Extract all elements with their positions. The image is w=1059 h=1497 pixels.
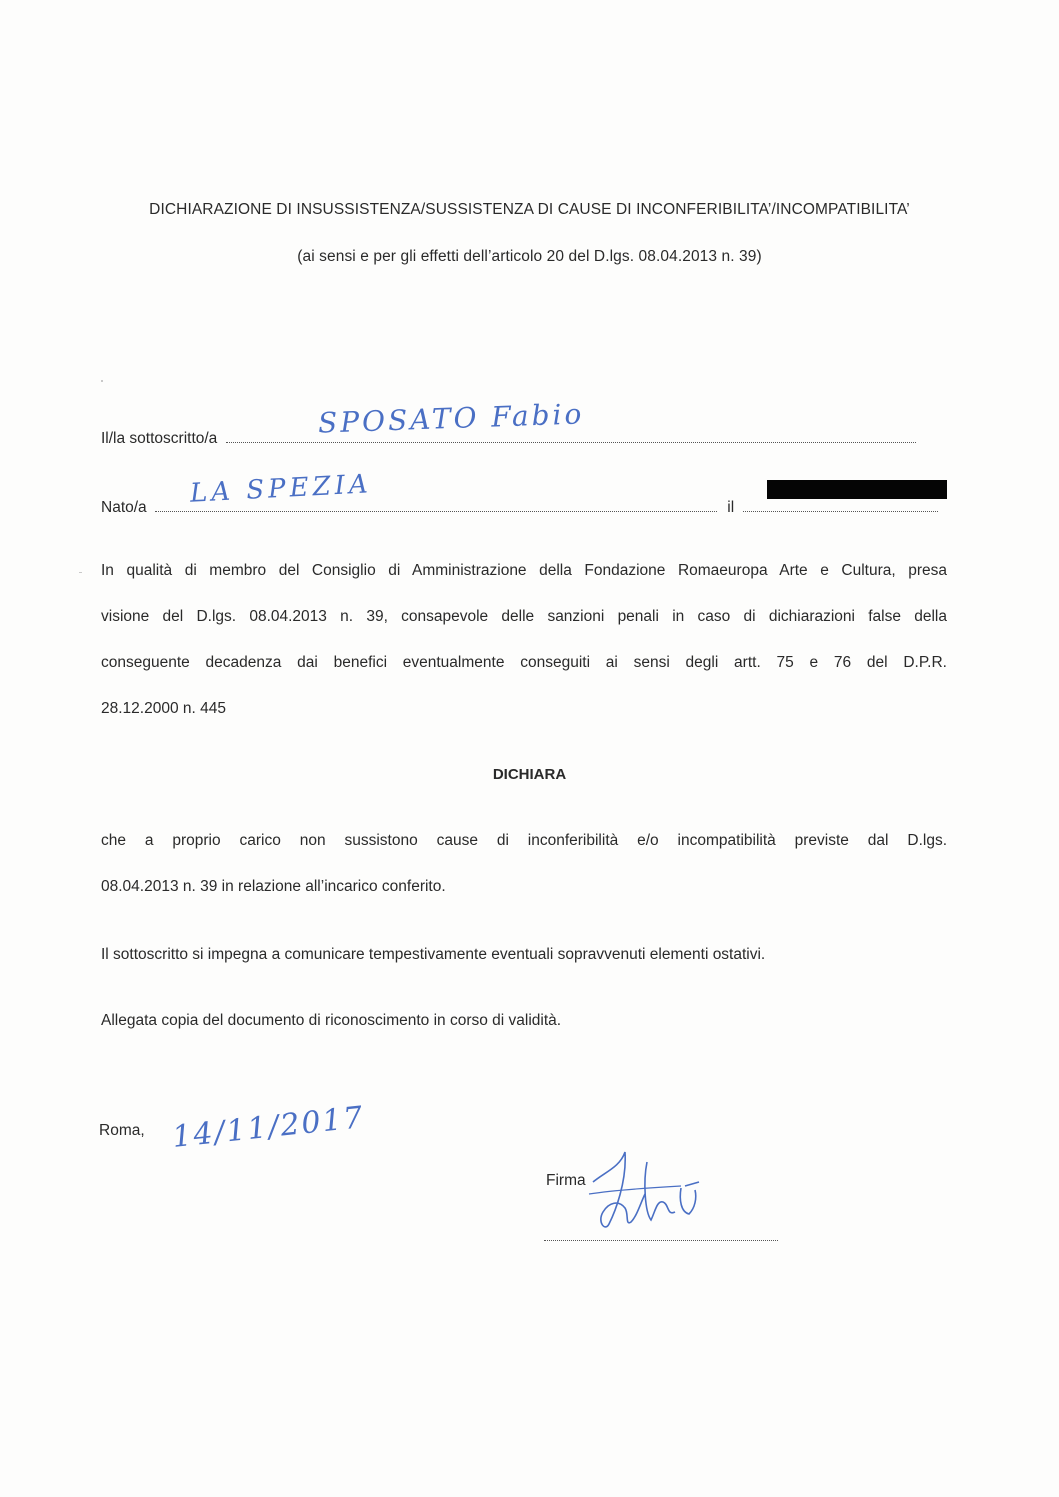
declaration-line: che a proprio carico non sussistono cause di inconferibilità e/o incompatibilità previste dal D.lgs. [101, 832, 947, 849]
place-label: Roma, [99, 1122, 145, 1139]
scan-speck [79, 572, 82, 573]
declares-heading: DICHIARA [492, 766, 567, 783]
signer-handwritten: SPOSATO Fabio [317, 397, 585, 440]
document-subtitle: (ai sensi e per gli effetti dell’articolo 20 del D.lgs. 08.04.2013 n. 39) [297, 248, 762, 265]
declaration-line: 08.04.2013 n. 39 in relazione all’incarico conferito. [101, 878, 446, 895]
date-handwritten: 14/11/2017 [170, 1100, 367, 1155]
signature-dotted-line [544, 1232, 778, 1241]
born-handwritten: LA SPEZIA [189, 469, 373, 509]
signature-label: Firma [546, 1172, 586, 1189]
redaction-bar [767, 480, 947, 499]
date-label: il [727, 499, 735, 516]
declaration-paragraph [101, 818, 947, 910]
commitment-text: Il sottoscritto si impegna a comunicare tempestivamente eventuali sopravvenuti elementi ostativi. [101, 946, 766, 963]
intro-line: In qualità di membro del Consiglio di Amministrazione della Fondazione Romaeuropa Arte e Cultura, presa [101, 562, 947, 579]
attachment-text: Allegata copia del documento di riconoscimento in corso di validità. [101, 1012, 562, 1029]
intro-paragraph [101, 548, 947, 732]
signer-label: Il/la sottoscritto/a [101, 430, 218, 447]
intro-line: visione del D.lgs. 08.04.2013 n. 39, consapevole delle sanzioni penali in caso di dichiarazioni false della [101, 608, 947, 625]
date-dotted-line [743, 497, 938, 512]
born-label: Nato/a [101, 499, 147, 516]
document-title: DICHIARAZIONE DI INSUSSISTENZA/SUSSISTENZA DI CAUSE DI INCONFERIBILITA’/INCOMPATIBILITA’ [149, 201, 910, 218]
intro-line: 28.12.2000 n. 445 [101, 700, 226, 717]
signature-scribble [585, 1142, 725, 1242]
intro-line: conseguente decadenza dai benefici eventualmente conseguiti ai sensi degli artt. 75 e 76 del D.P.R. [101, 654, 947, 671]
scan-speck [101, 380, 103, 382]
signature-image [585, 1142, 725, 1242]
